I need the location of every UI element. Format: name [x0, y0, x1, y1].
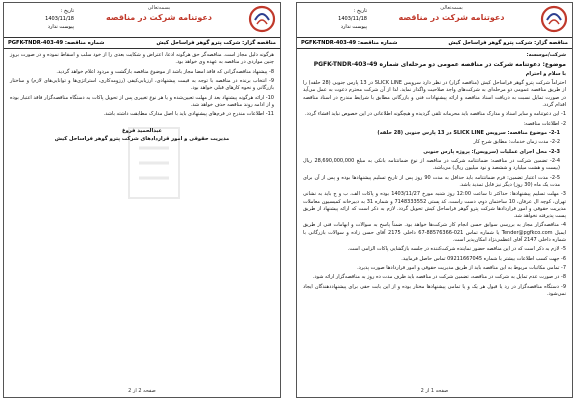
header-title — [367, 5, 536, 23]
page-body — [297, 49, 572, 298]
clause-8: 8- در صورت عدم تمایل به شرکت در مناقصه، تضمین شرکت در مناقصه باید ظرف مدت ده روز به مناقصه‌گزار ارائه شود. — [312, 274, 566, 281]
basmala: بسمه‌تعالی — [440, 5, 463, 11]
clause-2: 2- اطلاعات مناقصه: — [523, 120, 566, 127]
greeting: با سلام و احترام — [525, 70, 566, 77]
signatory-title: مدیریت حقوقی و امور قراردادهای شرکت پترو گوهر فراساحل کیش — [54, 135, 230, 142]
clause-2-3: 2-3- محل اجرای عملیات (سرویس): پروژه پارس جنوبی — [423, 148, 560, 155]
clause-2-5: 2-5- مدت اعتبار تضمین: فرم ضمانتنامه باید حداقل به مدت 90 روز پس از تاریخ تسلیم پیشنهادها بوده و پس از آن برای مدت یک ماه (30 روز) دیگر نیز قابل تمدید باشد. — [303, 174, 560, 188]
document-page-1 — [296, 2, 573, 398]
clause-7: 7- تمامی مکاتبات مربوط به این مناقصه باید از طریق مدیریت حقوقی و امور قراردادها صورت پذیرد. — [357, 264, 566, 271]
basmala: بسمه‌تعالی — [147, 5, 171, 11]
clause-2-2: 2-2- مدت زمان خدمات: مطابق شرح کار — [473, 139, 560, 146]
clause-2-4: 2-4- تضمین شرکت در مناقصه: ضمانتنامه شرکت در مناقصه از نوع ضمانتنامه بانکی به مبلغ 28,690,000,000 ریال (بیست و هشت میلیارد و ششصد و نود میلیون ریال) می‌باشد. — [303, 158, 560, 172]
paragraph: 10- ارائه هرگونه پیشنهاد بعد از مهلت تعیین‌شده و یا هر نوع تغییری پس از تحویل پاکات به دستگاه مناقصه‌گزار فاقد اعتبار بوده و از ادامه روند مناقصه حذف خواهد شد. — [10, 94, 274, 108]
company-logo — [539, 5, 569, 33]
date-value: 1403/11/18 — [338, 16, 367, 22]
employer-label: مناقصه گزار: شرکت پترو گوهر فراساحل کیش — [156, 40, 276, 46]
paragraph: هرگونه دلیل مجاز است. مناقصه‌گر حق هرگونه ادعا، اعتراض و شکایت بعدی را از خود سلب و اسقاط نموده و در صورت بروز چنین مواردی در مناقصه به عهده وی خواهد بود. — [10, 52, 274, 66]
clause-2-1: 2-1- موضوع مناقصه: سرویس SLICK LINE در 13 پارس جنوبی (28 حلقه) — [377, 129, 560, 136]
signatory-name: عبدالحمید فروغ — [122, 128, 162, 135]
header-title — [74, 5, 244, 23]
document-title: دعوتنامه شرکت در مناقصه — [398, 13, 505, 22]
tender-number: شماره مناقصه: PGFK-TNDR-403-49 — [8, 40, 105, 46]
company-logo — [247, 5, 277, 33]
clause-4: 4- مناقصه‌گزار مجاز به بررسی سوابق حسن انجام کار شرکت‌ها خواهد بود. ضمناً پاسخ به سوالات و ابهامات فنی از طریق ایمیل Tender@pgfkco.com یا شماره تماس 021-88576366-67 داخلی 2175 آقای حسن زاده و سوالات بازرگانی با شماره داخلی 2147 آقای اعظمی‌نژاد امکان‌پذیر است. — [303, 222, 567, 243]
page-header — [297, 3, 572, 38]
document-title: دعوتنامه شرکت در مناقصه — [106, 13, 212, 22]
date-box — [301, 7, 367, 31]
date-box — [8, 7, 74, 31]
clause-3: 3- مهلت تسلیم پیشنهادها: حداکثر تا ساعت 12:00 روز شنبه مورخ 1403/11/27 بوده و پاکات الف، ب و ج باید به نشانی تهران، کوچه ال عرفان، 10 ساختمان دوم، دست راست، کد پستی 7148333552 و شماره 31 به دبیرخانه کمیسیون معاملات مدیریت حقوقی و امور قراردادها شرکت پترو گوهر فراساحل کیش تحویل گردد. لازم به ذکر است که ارائه پیشنهاد از طریق پست پذیرفته نخواهد شد. — [303, 191, 566, 219]
paragraph: 9- انتخاب برنده در مناقصه با توجه به قیمت پیشنهادی، ارزیابی‌کیفی (رزومه‌کاری، استراتژی‌ها و توانایی‌های لازم) و ساختار بازرگانی و نحوه کارهای قبلی خواهد بود. — [10, 77, 274, 92]
paragraph: 8- پیشنهاد مناقصه‌گرانی که فاقد امضا مجاز باشد از موضوع مناقصه بازگشت و مردود اعلام خواهد گردید. — [56, 68, 274, 75]
page-header — [4, 3, 280, 38]
paragraph: 11- اطلاعات مندرج در فرم‌های پیشنهادی باید با اصل مدارک مطابقت داشته باشد. — [103, 111, 274, 118]
document-page-2 — [3, 2, 281, 398]
page-number: صفحه 2 از 2 — [128, 388, 156, 394]
attachment-label: پیوست ندارد — [340, 24, 367, 30]
page-number: صفحه 1 از 2 — [420, 388, 449, 394]
tender-number: شماره مناقصه: PGFK-TNDR-403-49 — [301, 40, 398, 46]
watermark-icon — [124, 123, 184, 203]
clause-6: 6- جهت کسب اطلاعات بیشتر با شماره 09211667045 تماس حاصل فرمایید. — [401, 255, 566, 262]
salutation: شرکت/موسسه: — [526, 52, 566, 58]
date-label: تاریخ : — [353, 8, 367, 14]
attachment-label: پیوست ندارد — [47, 24, 74, 30]
date-value: 1403/11/18 — [45, 16, 74, 22]
subject-line: موضوع: دعوتنامه شرکت در مناقصه عمومی دو مرحله‌ای شماره PGFK-TNDR-403-49 — [313, 61, 566, 69]
sub-header — [297, 38, 572, 49]
intro-paragraph: احتراماً شرکت پترو گوهر فراساحل کیش (مناقصه گزار) در نظر دارد سرویس SLICK LINE در 13 پارس جنوبی (28 حلقه) را از طریق مناقصه عمومی دو مرحله‌ای به شرکت‌های واجد صلاحیت واگذار نماید. لذا از آن شرکت محترم دعوت به عمل می‌آید در صورت تمایل نسبت به دریافت اسناد مناقصه و ارائه پیشنهادات فنی و بازرگانی مطابق با شرایط مندرج در اسناد مناقصه اقدام گردد. — [303, 80, 567, 108]
employer-label: مناقصه گزار: شرکت پترو گوهر فراساحل کیش — [448, 40, 568, 46]
sub-header — [4, 38, 280, 49]
clause-5: 5- لازم به ذکر است که در این مناقصه حضور نماینده شرکت‌کننده در جلسه بازگشایی پاکات الزامی است. — [347, 246, 566, 253]
date-label: تاریخ : — [60, 8, 74, 14]
clause-1: 1- این دعوتنامه و سایر اسناد و مدارک مناقصه باید محرمانه تلقی گردیده و هیچگونه اطلاعاتی در این خصوص نباید افشاء گردد. — [304, 111, 566, 118]
clause-9: 9- دستگاه مناقصه‌گزار در رد یا قبول هر یک و یا تمامی پیشنهادها مختار بوده و از این بابت حقی برای پیشنهاددهندگان ایجاد نمی‌شود. — [303, 283, 566, 297]
